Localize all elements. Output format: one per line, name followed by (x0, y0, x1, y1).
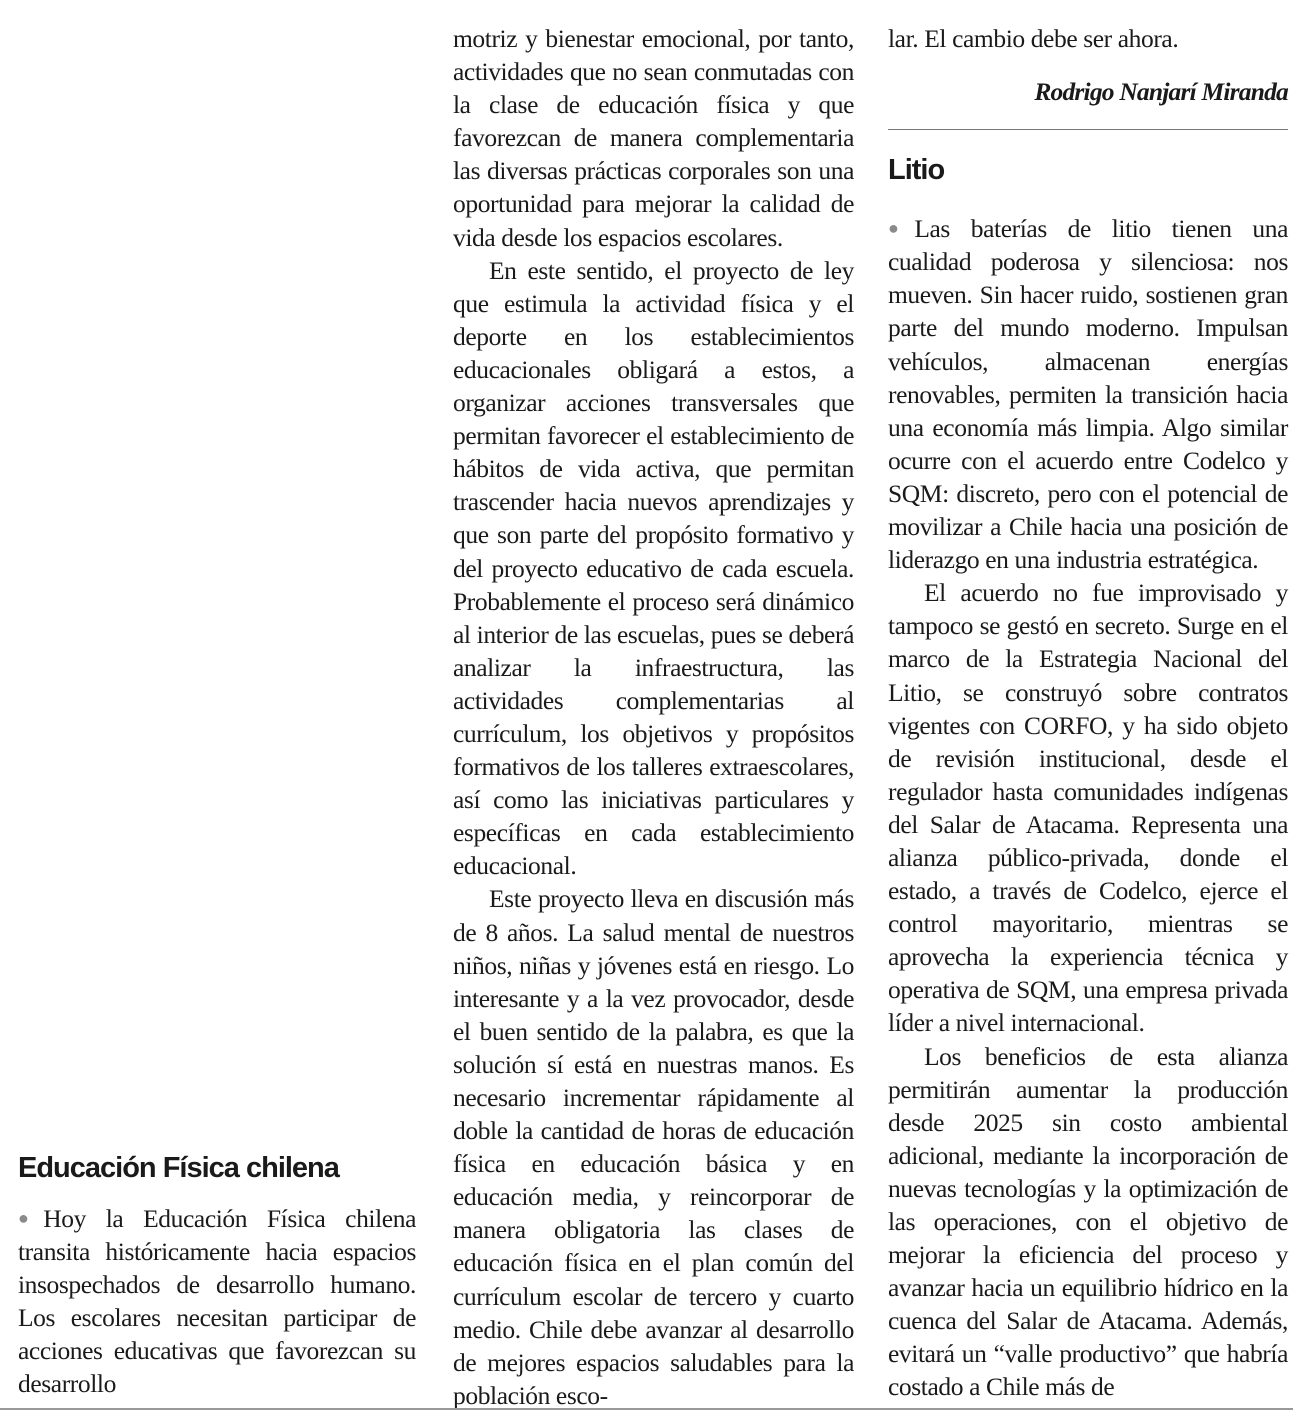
paragraph-educacion-continued: motriz y bienestar emocional, por tanto, actividades que no sean conmutadas con la clase de educación física y que favorezcan de manera complementaria las diversas prácticas corporales son una oportunidad para mejorar la calidad de vida desde los espacios escolares. (453, 24, 854, 252)
headline-litio: Litio (888, 154, 945, 187)
paragraph-litio-1 (888, 212, 1288, 576)
page-bottom-rule (0, 1408, 1293, 1410)
paragraph-educacion-3: Este proyecto lleva en discusión más de 8 años. La salud mental de nuestros niños, niñas y jóvenes está en riesgo. Lo interesante y a la vez provocador, desde el buen sentido de la palabra, es que la solución sí está en nuestras manos. Es necesario incrementar rápidamente al doble la cantidad de horas de educación física en educación básica y en educación media, y reincorporar de manera obligatoria las clases de educación física en el plan común del currículum escolar de tercero y cuarto medio. Chile debe avanzar al desarrollo de mejores espacios saludables para la población esco- (453, 884, 854, 1410)
paragraph-litio-1-text: Las baterías de litio tienen una cualidad poderosa y silenciosa: nos mueven. Sin hacer ruido, sostienen gran parte del mundo moderno. Impulsan vehículos, almacenan energías renovables, permiten la transición hacia una economía más limpia. Algo similar ocurre con el acuerdo entre Codelco y SQM: discreto, pero con el potencial de movilizar a Chile hacia una posición de liderazgo en una industria estratégica. (888, 214, 1288, 575)
paragraph-educacion-lead-text: Hoy la Educación Física chilena transita históricamente hacia espacios insospechados de desarrollo humano. Los escolares necesitan participar de acciones educativas que favorezcan su desarrollo (18, 1204, 416, 1399)
paragraph-educacion-lead (18, 1202, 416, 1401)
divider-rule (888, 129, 1288, 130)
headline-educacion-fisica: Educación Física chilena (18, 1152, 339, 1184)
bullet-icon: ● (18, 1208, 43, 1228)
column-right (888, 22, 1288, 1404)
paragraph-litio-3: Los beneficios de esta alianza permitirán aumentar la producción desde 2025 sin costo ambiental adicional, mediante la incorporación de nuevas tecnologías y la optimización de las operaciones, con el objetivo de mejorar la eficiencia del proceso y avanzar hacia un equilibrio hídrico en la cuenca del Salar de Atacama. Además, evitará un “valle productivo” que habría costado a Chile más de (888, 1041, 1288, 1402)
paragraph-educacion-2: En este sentido, el proyecto de ley que estimula la actividad física y el deporte en los establecimientos educacionales obligará a estos, a organizar acciones transversales que permitan favorecer el establecimiento de hábitos de vida activa, que permitan trascender hacia nuevos aprendizajes y que son parte del propósito formativo y del proyecto educativo de cada escuela. Probablemente el proceso será dinámico al interior de las escuelas, pues se deberá analizar la infraestructura, las actividades complementarias al currículum, los objetivos y propósitos formativos de los talleres extraescolares, así como las iniciativas particulares y específicas en cada establecimiento educacional. (453, 255, 854, 881)
byline-author: Rodrigo Nanjarí Miranda (1034, 77, 1288, 107)
paragraph-educacion-end: lar. El cambio debe ser ahora. (888, 24, 1179, 53)
column-left (18, 1148, 416, 1401)
bullet-icon: ● (888, 218, 914, 239)
column-middle (453, 22, 854, 1412)
paragraph-litio-2: El acuerdo no fue improvisado y tampoco se gestó en secreto. Surge en el marco de la Estrategia Nacional del Litio, se construyó sobre contratos vigentes con CORFO, y ha sido objeto de revisión institucional, desde el regulador hasta comunidades indígenas del Salar de Atacama. Representa una alianza público-privada, donde el estado, a través de Codelco, ejerce el control mayoritario, mientras se aprovecha la experiencia técnica y operativa de SQM, una empresa privada líder a nivel internacional. (888, 578, 1288, 1038)
